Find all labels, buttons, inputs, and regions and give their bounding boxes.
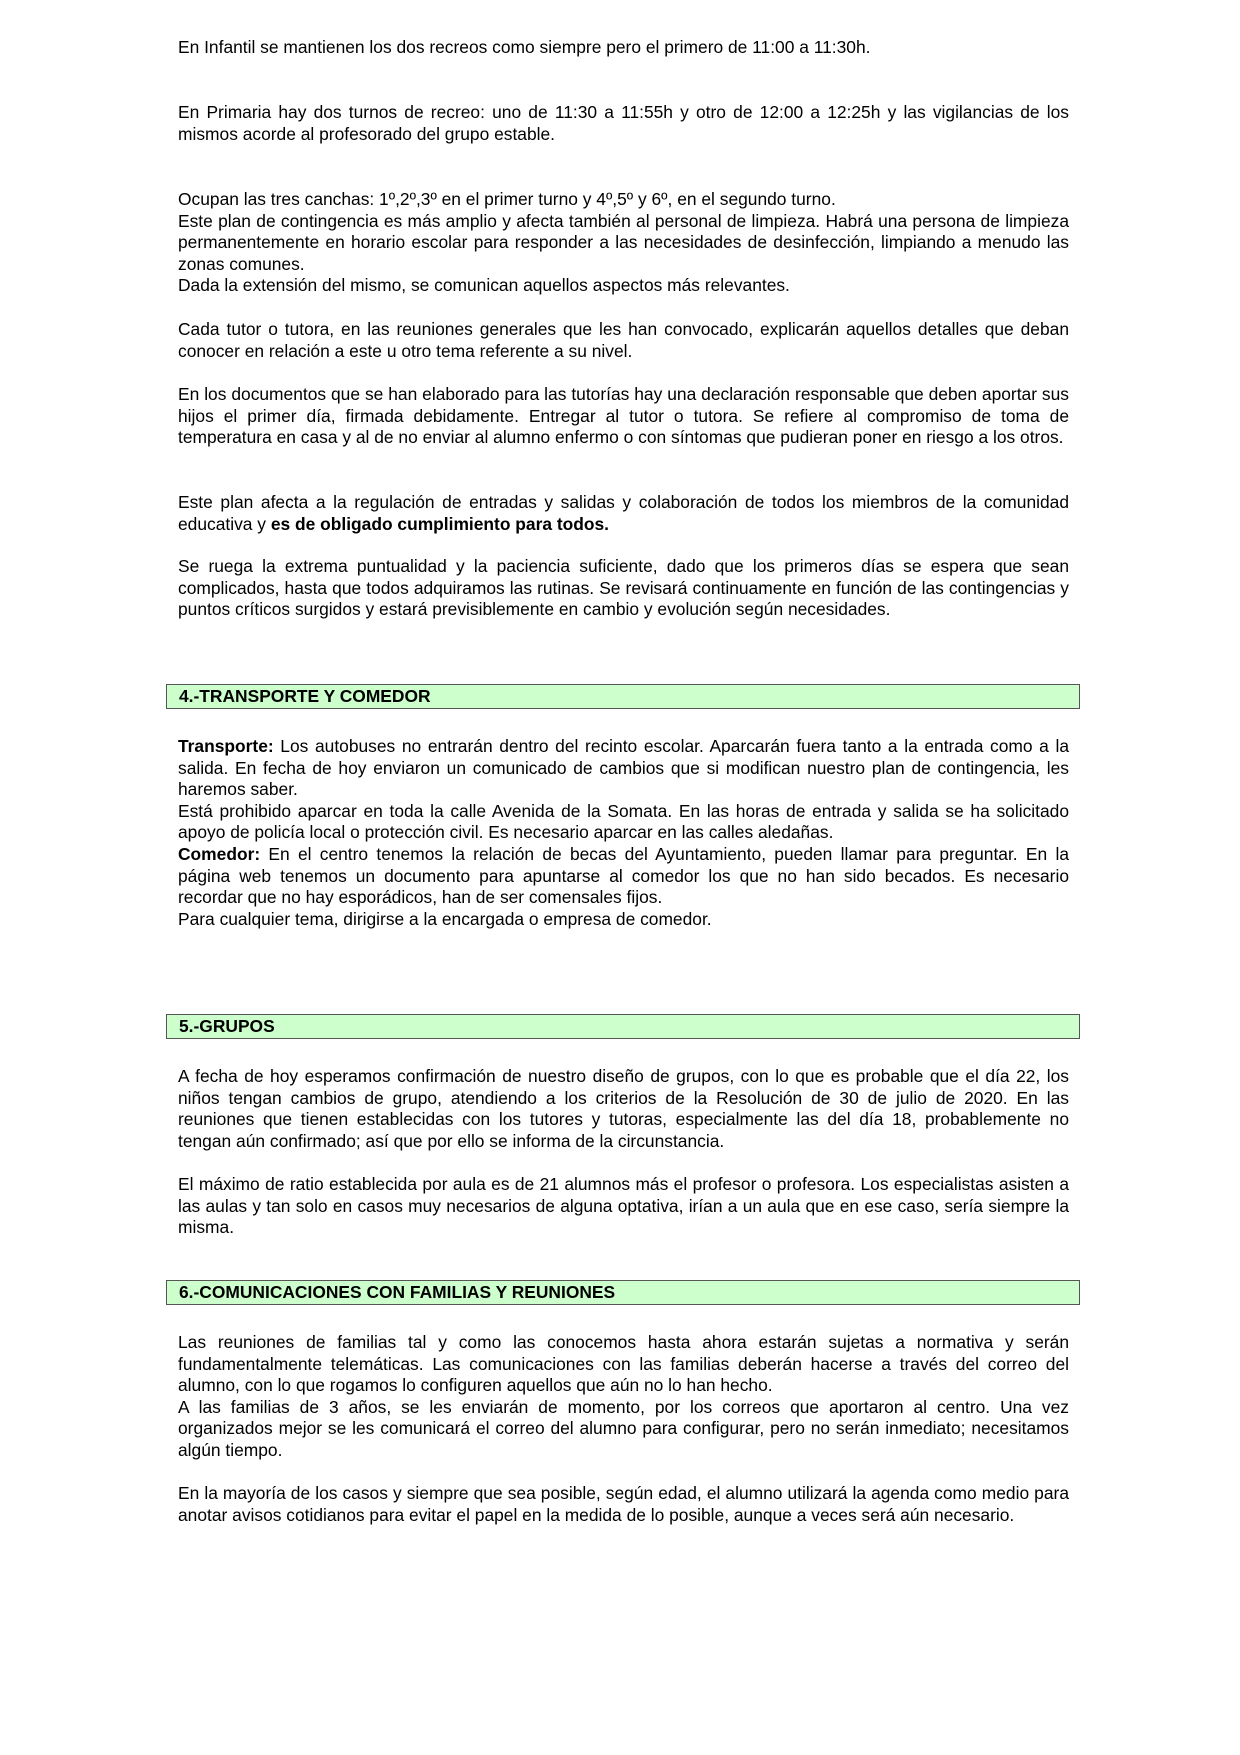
paragraph-infantil: En Infantil se mantienen los dos recreos como siempre pero el primero de 11:00 a 11:30h. xyxy=(178,37,871,57)
paragraph-transporte-line-1 xyxy=(178,736,1069,801)
section-heading-comunicaciones: 6.-COMUNICACIONES CON FAMILIAS Y REUNIONES xyxy=(166,1280,1080,1305)
paragraph-grupos-ratio: El máximo de ratio establecida por aula es de 21 alumnos más el profesor o profesora. Los especialistas asisten a las aulas y tan solo en casos muy necesarios de alguna optativa, irían a un aula que en ese caso, sería siempre la misma. xyxy=(178,1174,1069,1238)
paragraph-limpieza: Este plan de contingencia es más amplio y afecta también al personal de limpieza. Habrá una persona de limpieza permanentemente en horario escolar para responder a las necesidades de desinfección, limpiando a menudo las zonas comunes. xyxy=(178,210,1069,274)
paragraph-documentos: En los documentos que se han elaborado para las tutorías hay una declaración responsable que deben aportar sus hijos el primer día, firmada debidamente. Entregar al tutor o tutora. Se refiere al compromiso de toma de temperatura en casa y al de no enviar al alumno enfermo o con síntomas que pudieran poner en riesgo a los otros. xyxy=(178,384,1069,448)
paragraph-grupos-diseno: A fecha de hoy esperamos confirmación de nuestro diseño de grupos, con lo que es probable que el día 22, los niños tengan cambios de grupo, atendiendo a los criterios de la Resolución de 30 de julio de 2020. En las reuniones que tienen establecidas con los tutores y tutoras, especialmente las del día 18, probablemente no tengan aún confirmado; así que por ello se informa de la circunstancia. xyxy=(178,1066,1069,1151)
paragraph-primaria: En Primaria hay dos turnos de recreo: uno de 11:30 a 11:55h y otro de 12:00 a 12:25h y las vigilancias de los mismos acorde al profesorado del grupo estable. xyxy=(178,102,1069,144)
paragraph-comunicaciones-reuniones xyxy=(178,1332,1069,1462)
paragraph-tutor: Cada tutor o tutora, en las reuniones generales que les han convocado, explicarán aquellos detalles que deban conocer en relación a este u otro tema referente a su nivel. xyxy=(178,319,1069,361)
transporte-label: Transporte: xyxy=(178,736,274,756)
section-heading-grupos: 5.-GRUPOS xyxy=(166,1014,1080,1039)
comedor-label: Comedor: xyxy=(178,844,261,864)
transporte-text: Los autobuses no entrarán dentro del recinto escolar. Aparcarán fuera tanto a la entrada como a la salida. En fecha de hoy enviaron un comunicado de cambios que si modifican nuestro plan de contingencia, les haremos saber. xyxy=(178,736,1069,800)
paragraph-extension: Dada la extensión del mismo, se comunican aquellos aspectos más relevantes. xyxy=(178,275,790,296)
comedor-text: En el centro tenemos la relación de becas del Ayuntamiento, pueden llamar para preguntar. En la página web tenemos un documento para apuntarse al comedor los que no han sido becados. Es necesario recordar que no hay esporádicos, han de ser comensales fijos. xyxy=(178,844,1069,908)
paragraph-aparcar: Está prohibido aparcar en toda la calle Avenida de la Somata. En las horas de entrada y salida se ha solicitado apoyo de policía local o protección civil. Es necesario aparcar en las calles aledañas. xyxy=(178,800,1069,843)
paragraph-comedor-empresa: Para cualquier tema, dirigirse a la encargada o empresa de comedor. xyxy=(178,908,712,929)
paragraph-puntualidad: Se ruega la extrema puntualidad y la paciencia suficiente, dado que los primeros días se espera que sean complicados, hasta que todos adquiramos las rutinas. Se revisará continuamente en función de las contingencias y puntos críticos surgidos y estará previsiblemente en cambio y evolución según necesidades. xyxy=(178,556,1069,620)
paragraph-plan xyxy=(178,492,1069,535)
paragraph-comedor-line-1 xyxy=(178,844,1069,909)
paragraph-canchas-line-1: Ocupan las tres canchas: 1º,2º,3º en el primer turno y 4º,5º y 6º, en el segundo turno. xyxy=(178,189,836,209)
paragraph-plan-bold: es de obligado cumplimiento para todos. xyxy=(270,513,610,534)
paragraph-agenda: En la mayoría de los casos y siempre que sea posible, según edad, el alumno utilizará la agenda como medio para anotar avisos cotidianos para evitar el papel en la medida de lo posible, aunque a veces será aún necesario. xyxy=(178,1483,1069,1525)
paragraph-reuniones-telematicas: Las reuniones de familias tal y como las conocemos hasta ahora estarán sujetas a normativa y serán fundamentalmente telemáticas. Las comunicaciones con las familias deberán hacerse a través del correo del alumno, con lo que rogamos lo configuren aquellos que aún no lo han hecho. xyxy=(178,1332,1069,1396)
paragraph-transporte xyxy=(178,736,1069,844)
paragraph-familias-3-anos: A las familias de 3 años, se les enviarán de momento, por los correos que aportaron al centro. Una vez organizados mejor se les comunicará el correo del alumno para configurar, pero no serán inmediato; necesitamos algún tiempo. xyxy=(178,1396,1069,1460)
paragraph-canchas xyxy=(178,189,1069,297)
section-heading-transporte: 4.-TRANSPORTE Y COMEDOR xyxy=(166,684,1080,709)
paragraph-comedor xyxy=(178,844,1069,930)
paragraph-plan-text: Este plan afecta a la regulación de entradas y salidas y colaboración de todos los miembros de la comunidad educativa y xyxy=(178,492,1069,534)
